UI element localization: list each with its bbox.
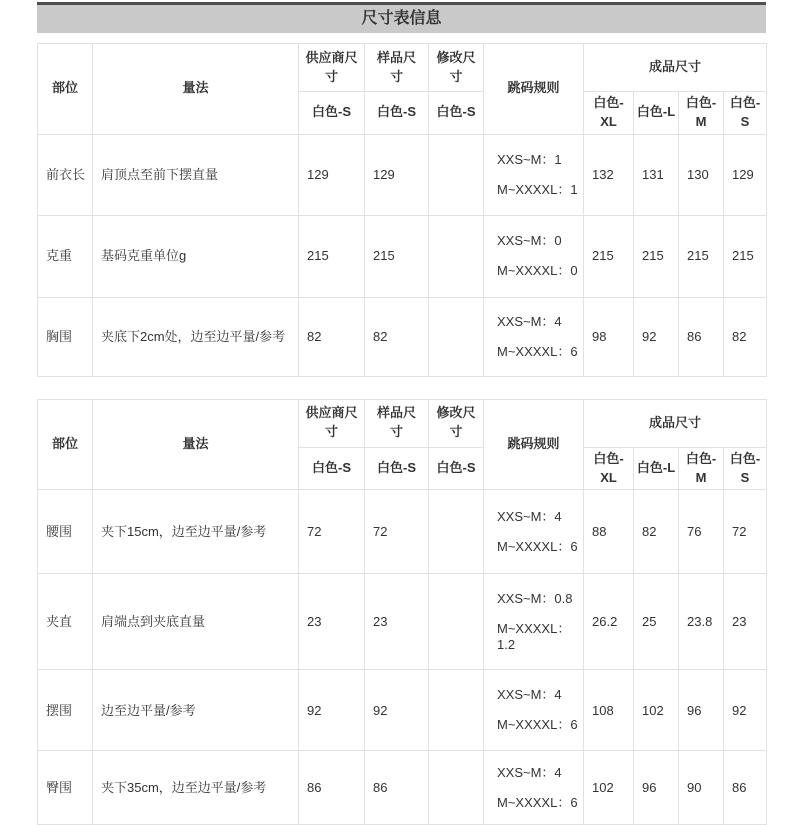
grading-rule-cell (484, 490, 584, 574)
finished-size-cell-xl: 88 (584, 490, 634, 574)
size-table-2 (37, 399, 767, 825)
modify-size-cell (429, 134, 484, 215)
modify-size-cell (429, 670, 484, 751)
part-cell: 前衣长 (38, 134, 93, 215)
grading-rule-cell (484, 215, 584, 297)
col-header-sample-size: 样品尺寸 (365, 399, 429, 447)
measure-cell: 夹底下2cm处，边至边平量/参考 (93, 297, 299, 376)
finished-size-cell-xl: 26.2 (584, 574, 634, 670)
sample-size-cell: 129 (365, 134, 429, 215)
finished-size-cell-m: 130 (679, 134, 724, 215)
col-header-grading-rule: 跳码规则 (484, 399, 584, 490)
subcol-finished-l: 白色-L (634, 92, 679, 135)
grading-rule-line-2: M~XXXXL：6 (497, 538, 578, 554)
finished-size-cell-xl: 102 (584, 751, 634, 825)
grading-rule-cell (484, 670, 584, 751)
finished-size-cell-s: 82 (724, 297, 767, 376)
finished-size-cell-m: 86 (679, 297, 724, 376)
size-row (38, 574, 767, 670)
finished-size-cell-l: 215 (634, 215, 679, 297)
grading-rule-line-2: M~XXXXL：1.2 (497, 620, 571, 652)
finished-size-cell-xl: 215 (584, 215, 634, 297)
subcol-modify-sku: 白色-S (429, 92, 484, 135)
modify-size-cell (429, 574, 484, 670)
size-table-1 (37, 43, 767, 377)
grading-rule-line-1: XXS~M：1 (497, 151, 562, 167)
subcol-finished-xl: 白色-XL (584, 92, 634, 135)
supplier-size-cell: 86 (299, 751, 365, 825)
grading-rule-cell (484, 751, 584, 825)
grading-rule-cell (484, 134, 584, 215)
sample-size-cell: 23 (365, 574, 429, 670)
grading-rule-line-1: XXS~M：4 (497, 508, 562, 524)
finished-size-cell-l: 131 (634, 134, 679, 215)
subcol-sample-sku: 白色-S (365, 92, 429, 135)
part-cell: 腰围 (38, 490, 93, 574)
finished-size-cell-m: 76 (679, 490, 724, 574)
size-row (38, 751, 767, 825)
supplier-size-cell: 92 (299, 670, 365, 751)
grading-rule-cell (484, 574, 584, 670)
measure-cell: 肩顶点至前下摆直量 (93, 134, 299, 215)
supplier-size-cell: 23 (299, 574, 365, 670)
col-header-supplier-size: 供应商尺寸 (299, 399, 365, 447)
part-cell: 摆围 (38, 670, 93, 751)
grading-rule-line-2: M~XXXXL：6 (497, 343, 578, 359)
col-header-finished-size: 成品尺寸 (584, 399, 767, 447)
measure-cell: 边至边平量/参考 (93, 670, 299, 751)
subcol-finished-m: 白色-M (679, 92, 724, 135)
grading-rule-line-1: XXS~M：4 (497, 313, 562, 329)
finished-size-cell-xl: 98 (584, 297, 634, 376)
finished-size-cell-m: 96 (679, 670, 724, 751)
subcol-sample-sku: 白色-S (365, 447, 429, 490)
col-header-measure: 量法 (93, 399, 299, 490)
grading-rule-line-2: M~XXXXL：1 (497, 181, 578, 197)
modify-size-cell (429, 490, 484, 574)
col-header-supplier-size: 供应商尺寸 (299, 44, 365, 92)
size-row (38, 134, 767, 215)
size-row (38, 490, 767, 574)
grading-rule-cell (484, 297, 584, 376)
finished-size-cell-l: 96 (634, 751, 679, 825)
grading-rule-line-1: XXS~M：0 (497, 233, 562, 249)
subcol-supplier-sku: 白色-S (299, 447, 365, 490)
finished-size-cell-l: 25 (634, 574, 679, 670)
col-header-finished-size: 成品尺寸 (584, 44, 767, 92)
finished-size-cell-s: 23 (724, 574, 767, 670)
measure-cell: 基码克重单位g (93, 215, 299, 297)
size-row (38, 297, 767, 376)
finished-size-cell-s: 129 (724, 134, 767, 215)
supplier-size-cell: 215 (299, 215, 365, 297)
size-row (38, 670, 767, 751)
modify-size-cell (429, 215, 484, 297)
subcol-finished-m: 白色-M (679, 447, 724, 490)
grading-rule-line-2: M~XXXXL：6 (497, 794, 578, 810)
part-cell: 克重 (38, 215, 93, 297)
grading-rule-line-2: M~XXXXL：6 (497, 717, 578, 733)
measure-cell: 肩端点到夹底直量 (93, 574, 299, 670)
part-cell: 夹直 (38, 574, 93, 670)
finished-size-cell-l: 102 (634, 670, 679, 751)
finished-size-cell-xl: 132 (584, 134, 634, 215)
sample-size-cell: 215 (365, 215, 429, 297)
finished-size-cell-s: 72 (724, 490, 767, 574)
sample-size-cell: 82 (365, 297, 429, 376)
col-header-sample-size: 样品尺寸 (365, 44, 429, 92)
subcol-finished-s: 白色-S (724, 447, 767, 490)
subcol-finished-l: 白色-L (634, 447, 679, 490)
finished-size-cell-s: 215 (724, 215, 767, 297)
size-row (38, 215, 767, 297)
col-header-modify-size: 修改尺寸 (429, 399, 484, 447)
finished-size-cell-s: 86 (724, 751, 767, 825)
supplier-size-cell: 129 (299, 134, 365, 215)
subcol-supplier-sku: 白色-S (299, 92, 365, 135)
panel-title: 尺寸表信息 (361, 10, 442, 27)
supplier-size-cell: 72 (299, 490, 365, 574)
grading-rule-line-1: XXS~M：0.8 (497, 590, 573, 606)
subcol-finished-s: 白色-S (724, 92, 767, 135)
finished-size-cell-s: 92 (724, 670, 767, 751)
measure-cell: 夹下15cm，边至边平量/参考 (93, 490, 299, 574)
part-cell: 臀围 (38, 751, 93, 825)
sample-size-cell: 86 (365, 751, 429, 825)
finished-size-cell-xl: 108 (584, 670, 634, 751)
grading-rule-line-1: XXS~M：4 (497, 687, 562, 703)
subcol-finished-xl: 白色-XL (584, 447, 634, 490)
part-cell: 胸围 (38, 297, 93, 376)
modify-size-cell (429, 751, 484, 825)
finished-size-cell-m: 23.8 (679, 574, 724, 670)
col-header-part: 部位 (38, 44, 93, 135)
subcol-modify-sku: 白色-S (429, 447, 484, 490)
sample-size-cell: 72 (365, 490, 429, 574)
size-chart-panel (37, 2, 766, 825)
finished-size-cell-m: 90 (679, 751, 724, 825)
finished-size-cell-l: 82 (634, 490, 679, 574)
col-header-part: 部位 (38, 399, 93, 490)
grading-rule-line-2: M~XXXXL：0 (497, 263, 578, 279)
col-header-modify-size: 修改尺寸 (429, 44, 484, 92)
finished-size-cell-m: 215 (679, 215, 724, 297)
col-header-measure: 量法 (93, 44, 299, 135)
finished-size-cell-l: 92 (634, 297, 679, 376)
supplier-size-cell: 82 (299, 297, 365, 376)
col-header-grading-rule: 跳码规则 (484, 44, 584, 135)
measure-cell: 夹下35cm，边至边平量/参考 (93, 751, 299, 825)
grading-rule-line-1: XXS~M：4 (497, 764, 562, 780)
panel-title-bar (37, 2, 766, 33)
modify-size-cell (429, 297, 484, 376)
sample-size-cell: 92 (365, 670, 429, 751)
